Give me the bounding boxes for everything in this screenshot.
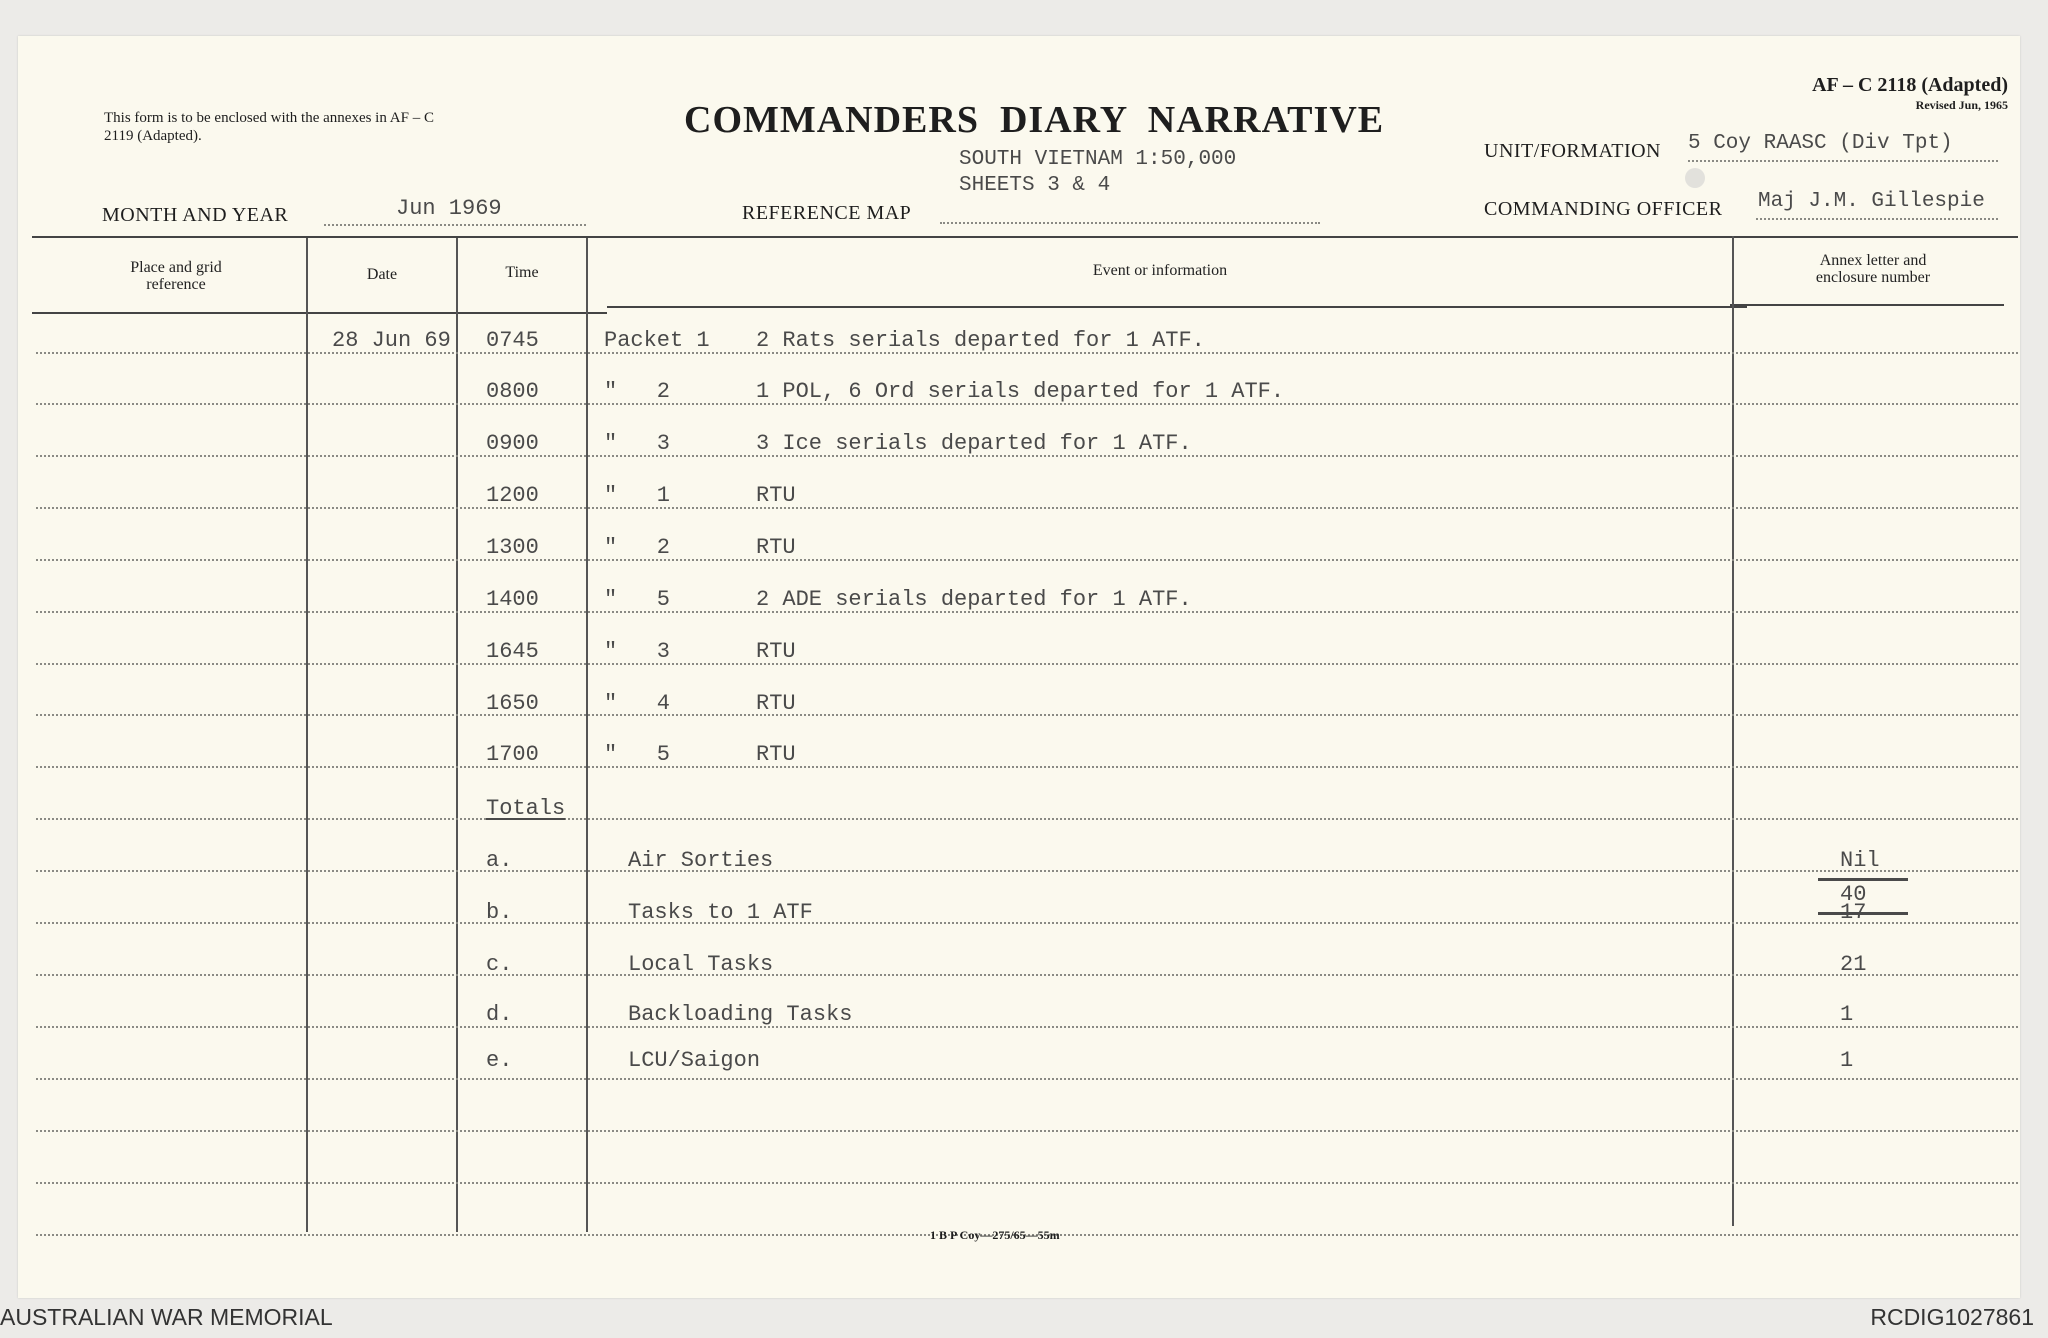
entry-packet: " 4 bbox=[604, 691, 671, 716]
entry-event: 1 POL, 6 Ord serials departed for 1 ATF. bbox=[756, 379, 1285, 404]
month-year-label: MONTH AND YEAR bbox=[102, 204, 289, 226]
sum-top-rule bbox=[1818, 878, 1908, 881]
entry-time: 0900 bbox=[486, 431, 539, 456]
entry-time: 1400 bbox=[486, 587, 539, 612]
entry-time: 1645 bbox=[486, 639, 539, 664]
entry-time: 1650 bbox=[486, 691, 539, 716]
reference-map-label: REFERENCE MAP bbox=[742, 202, 912, 224]
entry-packet: " 2 bbox=[604, 379, 671, 404]
entry-time: 1700 bbox=[486, 742, 539, 767]
table-header-bottom-annex bbox=[1730, 304, 2004, 306]
unit-value: 5 Coy RAASC (Div Tpt) bbox=[1688, 132, 1953, 155]
entry-event: RTU bbox=[756, 639, 796, 664]
totals-item-value: 1 bbox=[1840, 1002, 1854, 1027]
totals-item-letter: b. bbox=[486, 900, 513, 925]
entry-time: 1200 bbox=[486, 483, 539, 508]
footer-left: AUSTRALIAN WAR MEMORIAL bbox=[0, 1304, 333, 1330]
entry-time: 0745 bbox=[486, 328, 539, 353]
totals-item-letter: d. bbox=[486, 1002, 513, 1027]
form-title: COMMANDERS DIARY NARRATIVE bbox=[684, 99, 1385, 141]
totals-item-label: LCU/Saigon bbox=[628, 1048, 761, 1073]
entry-packet: " 3 bbox=[604, 639, 671, 664]
entry-time: 0800 bbox=[486, 379, 539, 404]
column-header-date: Date bbox=[366, 266, 398, 283]
column-divider-2 bbox=[456, 238, 458, 1232]
diary-sheet bbox=[18, 36, 2020, 1298]
entry-event: RTU bbox=[756, 691, 796, 716]
table-header-bottom-event bbox=[607, 306, 1747, 308]
table-header-bottom-left bbox=[32, 312, 607, 314]
entry-packet: Packet 1 bbox=[604, 328, 710, 353]
printer-mark: 1 B P Coy—275/65—55m bbox=[930, 1228, 1060, 1242]
row-dotted-line bbox=[36, 663, 2018, 665]
row-dotted-line bbox=[36, 559, 2018, 561]
commanding-officer-label: COMMANDING OFFICER bbox=[1484, 198, 1723, 220]
unit-label: UNIT/FORMATION bbox=[1484, 140, 1661, 162]
entry-event: RTU bbox=[756, 483, 796, 508]
totals-item-label: Tasks to 1 ATF bbox=[628, 900, 813, 925]
totals-item-letter: a. bbox=[486, 848, 513, 873]
totals-heading: Totals bbox=[486, 796, 566, 821]
totals-item-value: 21 bbox=[1840, 952, 1867, 977]
totals-item-label: Air Sorties bbox=[628, 848, 774, 873]
totals-item-value: Nil bbox=[1840, 848, 1880, 873]
reference-map-line2: SHEETS 3 & 4 bbox=[959, 174, 1111, 197]
row-dotted-line bbox=[36, 1078, 2018, 1080]
form-note: This form is to be enclosed with the annexes in AF – C 2119 (Adapted). bbox=[104, 110, 434, 144]
totals-item-label: Backloading Tasks bbox=[628, 1002, 853, 1027]
entry-packet: " 5 bbox=[604, 742, 671, 767]
reference-map-line1: SOUTH VIETNAM 1:50,000 bbox=[959, 148, 1237, 171]
entry-event: 2 ADE serials departed for 1 ATF. bbox=[756, 587, 1192, 612]
month-year-dots bbox=[324, 224, 586, 226]
entry-event: 2 Rats serials departed for 1 ATF. bbox=[756, 328, 1205, 353]
totals-item-letter: c. bbox=[486, 952, 513, 977]
entry-time: 1300 bbox=[486, 535, 539, 560]
column-divider-1 bbox=[306, 238, 308, 1232]
table-top-border bbox=[32, 236, 2018, 238]
row-dotted-line bbox=[36, 766, 2018, 768]
unit-dots bbox=[1688, 160, 1998, 162]
row-dotted-line bbox=[36, 974, 2018, 976]
reference-map-dots bbox=[940, 222, 1320, 224]
column-header-event: Event or information bbox=[1092, 262, 1228, 279]
entry-date: 28 Jun 69 bbox=[332, 328, 451, 353]
entry-event: RTU bbox=[756, 535, 796, 560]
entry-packet: " 3 bbox=[604, 431, 671, 456]
row-dotted-line bbox=[36, 922, 2018, 924]
column-header-time: Time bbox=[505, 264, 539, 281]
row-dotted-line bbox=[36, 870, 2018, 872]
row-dotted-line bbox=[36, 714, 2018, 716]
totals-sum: 40 bbox=[1840, 882, 1867, 907]
row-dotted-line bbox=[36, 507, 2018, 509]
month-year-value: Jun 1969 bbox=[396, 196, 502, 221]
punch-hole bbox=[1685, 168, 1705, 188]
commanding-officer-value: Maj J.M. Gillespie bbox=[1758, 190, 1985, 213]
sum-bottom-rule bbox=[1818, 912, 1908, 915]
footer-right: RCDIG1027861 bbox=[1870, 1304, 2034, 1330]
totals-item-letter: e. bbox=[486, 1048, 513, 1073]
commanding-officer-dots bbox=[1756, 218, 1998, 220]
entry-packet: " 1 bbox=[604, 483, 671, 508]
row-dotted-line bbox=[36, 818, 2018, 820]
column-header-annex: Annex letter and enclosure number bbox=[1815, 252, 1931, 286]
form-revised: Revised Jun, 1965 bbox=[1915, 98, 2008, 112]
row-dotted-line bbox=[36, 1026, 2018, 1028]
totals-item-value: 17 bbox=[1840, 900, 1867, 925]
row-dotted-line bbox=[36, 1130, 2018, 1132]
totals-item-value: 1 bbox=[1840, 1048, 1854, 1073]
form-number: AF – C 2118 (Adapted) bbox=[1812, 74, 2008, 96]
row-dotted-line bbox=[36, 1182, 2018, 1184]
entry-event: RTU bbox=[756, 742, 796, 767]
entry-event: 3 Ice serials departed for 1 ATF. bbox=[756, 431, 1192, 456]
column-divider-3 bbox=[586, 238, 588, 1232]
entry-packet: " 2 bbox=[604, 535, 671, 560]
totals-item-label: Local Tasks bbox=[628, 952, 774, 977]
column-header-place: Place and grid reference bbox=[130, 259, 222, 293]
entry-packet: " 5 bbox=[604, 587, 671, 612]
